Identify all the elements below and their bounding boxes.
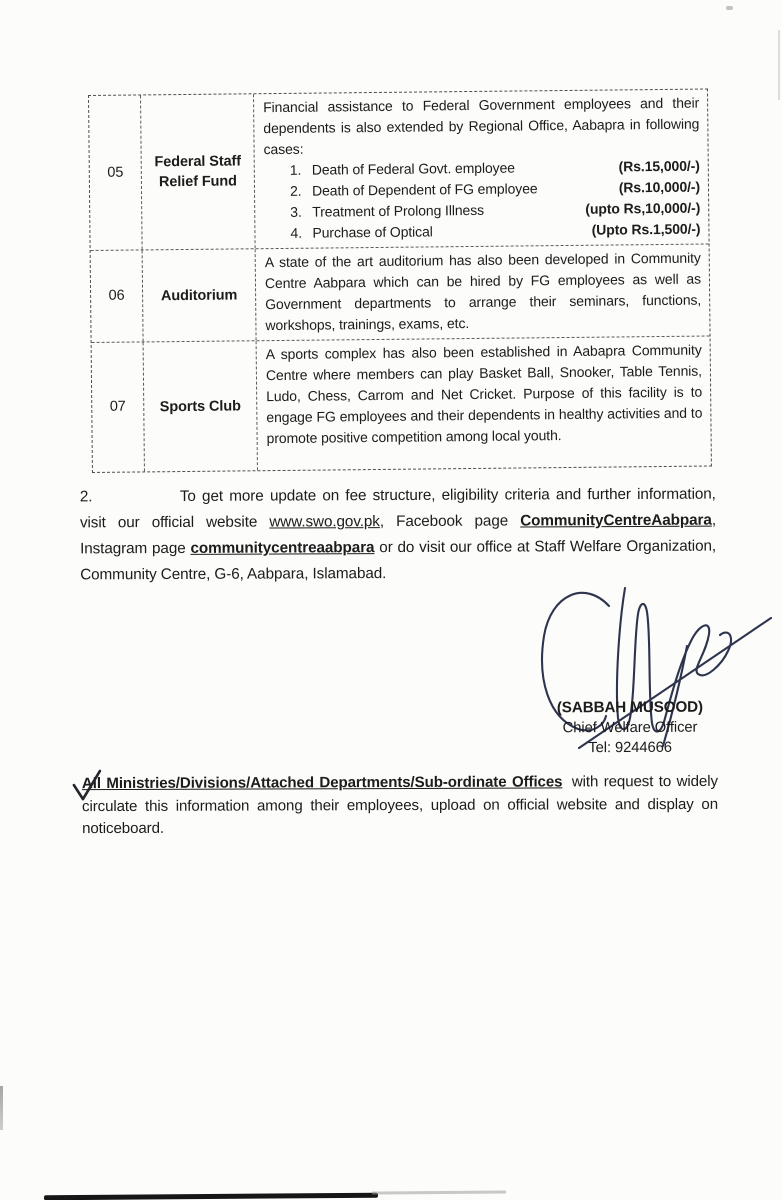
scan-speck <box>726 6 733 10</box>
instagram-page-text: communitycentreaabpara <box>190 539 375 557</box>
service-name-cell <box>144 341 258 471</box>
row-number-cell <box>91 250 144 342</box>
item-text: Purchase of Optical <box>312 223 433 241</box>
table-row-auditorium <box>91 244 710 342</box>
row-number-cell <box>89 95 143 250</box>
service-name: Sports Club <box>159 397 241 415</box>
auditorium-description: A state of the art auditorium has also been developed in Community Centre Aabpara which can be hired by FG employees as well as Government departments to arrange their seminars, functions, workshops, trainings, exams, etc. <box>264 249 702 334</box>
distribution-note <box>82 771 718 841</box>
info-paragraph <box>80 482 716 589</box>
scan-edge-mark-right <box>778 30 780 100</box>
row-number: 06 <box>108 287 125 304</box>
item-amount: (Upto Rs.1,500/-) <box>591 220 701 238</box>
website-url-text: www.swo.gov.pk <box>269 513 380 531</box>
item-amount: (Rs.10,000/-) <box>618 178 701 196</box>
service-name-cell <box>141 94 256 249</box>
paragraph-text: To get more update on fee structure, eligibility criteria and further information, visit our official website <box>79 485 716 532</box>
service-name: Federal Staff Relief Fund <box>154 153 242 191</box>
item-number: 1. <box>289 161 302 178</box>
row-number: 05 <box>107 164 124 181</box>
scan-edge-bar-faint <box>372 1190 506 1194</box>
item-amount: (upto Rs,10,000/-) <box>585 199 701 217</box>
item-number: 4. <box>290 224 303 241</box>
signature-block <box>535 698 725 759</box>
relief-fund-intro: Financial assistance to Federal Government employees and their dependents is also extended by Regional Office, Aabapra in following cases: <box>263 94 700 158</box>
paragraph-text: , Instagram page <box>80 511 716 558</box>
distribution-lead: All Ministries/Divisions/Attached Departments/Sub-ordinate Offices <box>81 773 563 793</box>
distribution-rest: with request to widely circulate this information among their employees, upload on official website and display on noticeboard. <box>81 772 719 838</box>
service-name: Auditorium <box>160 286 238 304</box>
signatory-tel: Tel: 9244666 <box>588 739 672 757</box>
table-row-federal-staff-relief-fund <box>89 90 709 250</box>
scan-edge-mark-left <box>0 1086 3 1130</box>
sports-club-description: A sports complex has also been established in Aabapra Community Centre where members can play Basket Ball, Snooker, Table Tennis, Ludo, Chess, Carrom and Net Cricket. Purpose of this facility is to engage FG employees and their dependents in healthy activities and to promote positive competition among local youth. <box>265 341 703 447</box>
paragraph-text: or do visit our office at Staff Welfare Organization, Community Centre, G-6, Aabpara, Islamabad. <box>80 537 717 584</box>
table-row-sports-club <box>92 336 711 472</box>
relief-fund-item <box>264 219 700 245</box>
item-text: Death of Dependent of FG employee <box>311 180 538 199</box>
item-number: 3. <box>290 203 302 220</box>
row-number: 07 <box>109 398 126 415</box>
item-number: 2. <box>289 182 302 199</box>
signatory-title: Chief Welfare Officer <box>562 719 698 737</box>
facebook-page-text: CommunityCentreAabpara <box>520 511 712 530</box>
service-description-cell <box>254 90 709 249</box>
item-amount: (Rs.15,000/-) <box>618 157 700 175</box>
item-text: Death of Federal Govt. employee <box>311 159 515 178</box>
row-number-cell <box>92 342 145 472</box>
service-description-cell <box>257 337 711 471</box>
services-table <box>88 89 712 473</box>
paragraph-number: 2. <box>79 488 93 506</box>
checkmark-icon <box>70 768 104 804</box>
signatory-name: (SABBAH MUSOOD) <box>556 698 704 717</box>
service-description-cell <box>256 245 710 341</box>
item-text: Treatment of Prolong Illness <box>312 201 485 220</box>
service-name-cell <box>143 249 257 341</box>
paragraph-text: , Facebook page <box>379 512 521 531</box>
scan-edge-bar <box>44 1193 378 1200</box>
